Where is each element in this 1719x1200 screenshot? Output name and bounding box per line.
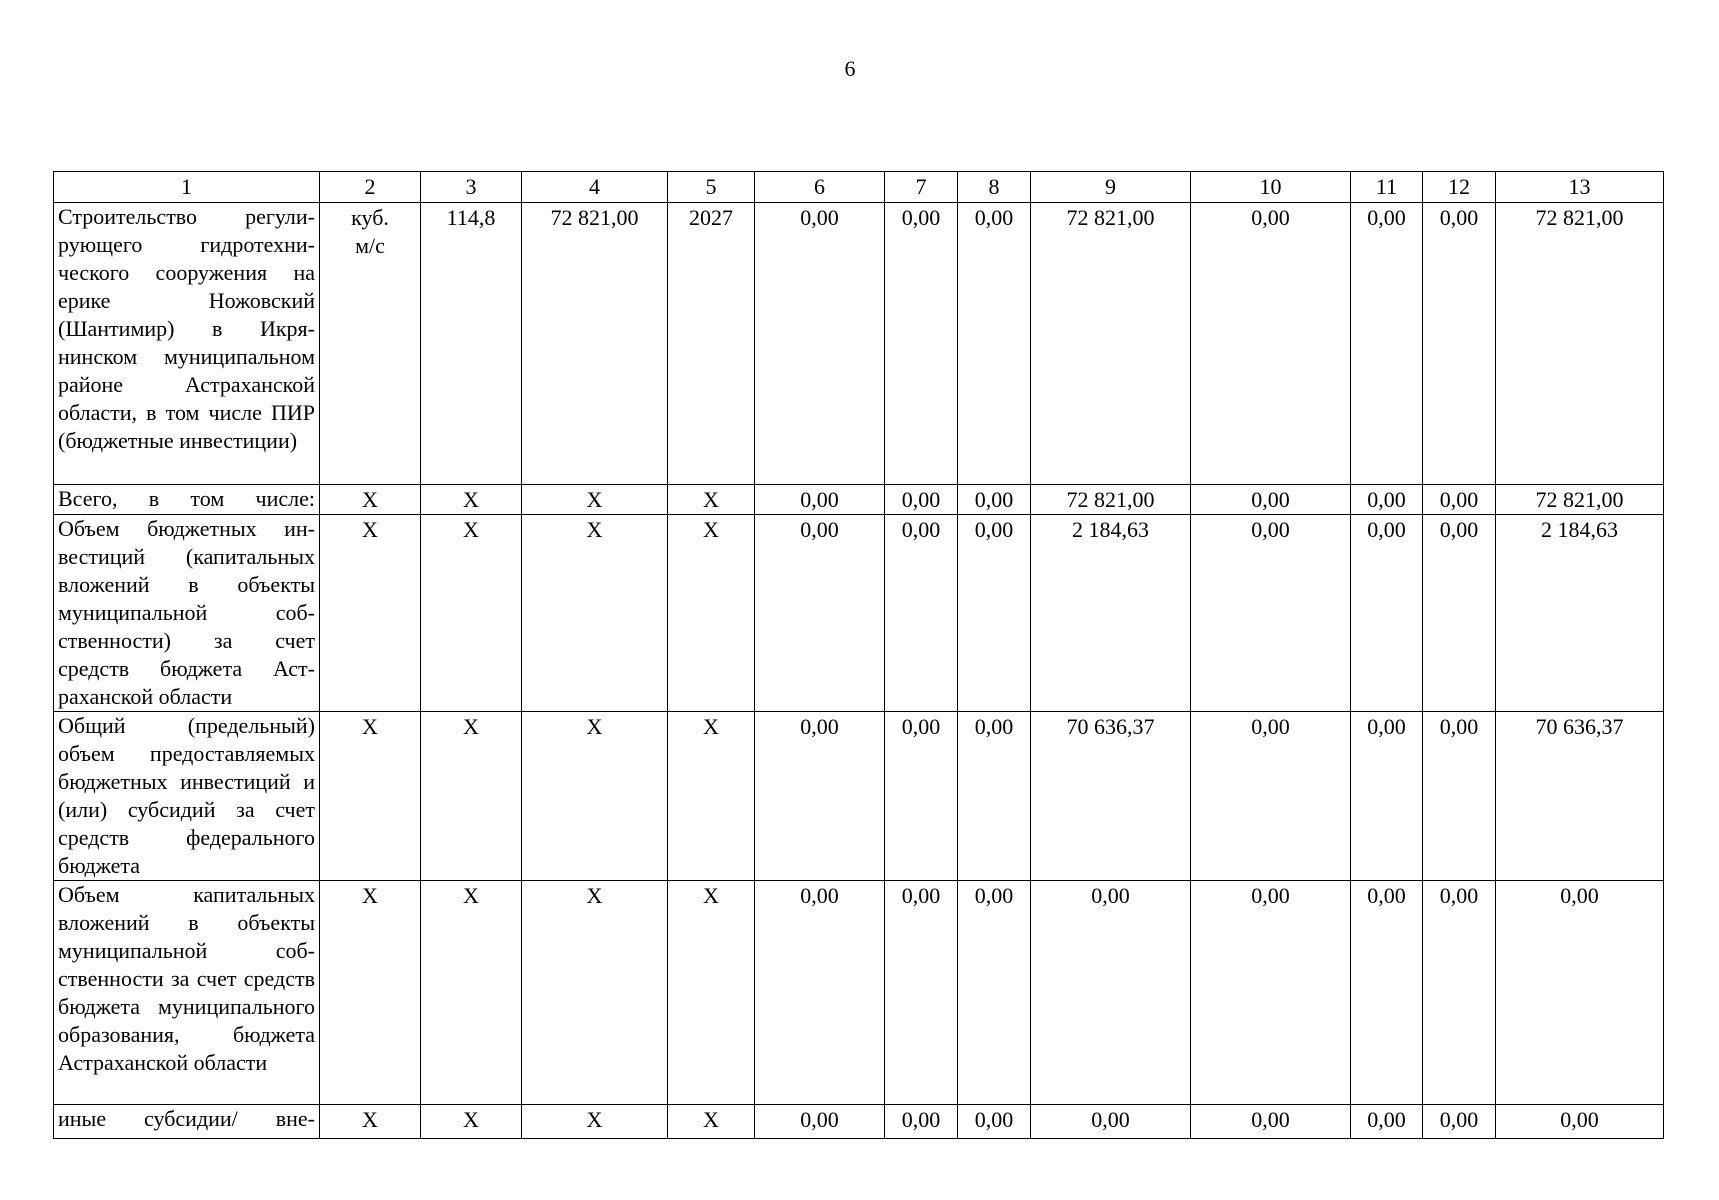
column-header: 8	[958, 172, 1031, 203]
table-cell: X	[522, 515, 668, 712]
table-cell: 0,00	[1423, 515, 1496, 712]
table-cell: 0,00	[755, 712, 885, 881]
column-header: 7	[885, 172, 958, 203]
row-label: Объем бюджетных инвестиций (капитальных вложений в объекты муниципальной собственности) за счет средств бюджета Астраханской области	[54, 515, 320, 712]
column-header: 3	[421, 172, 522, 203]
table-cell: 0,00	[885, 881, 958, 1105]
table-cell: 0,00	[1351, 515, 1423, 712]
table-cell: 0,00	[958, 881, 1031, 1105]
table-cell: X	[421, 485, 522, 515]
table-cell: 0,00	[1191, 203, 1351, 485]
row-label: Объем капитальных вложений в объекты муниципальной собственности за счет средств бюджета муниципального образования, бюджета Астраханской области	[54, 881, 320, 1105]
table-cell: 114,8	[421, 203, 522, 485]
table-cell: X	[522, 712, 668, 881]
column-header: 1	[54, 172, 320, 203]
table-cell: X	[522, 485, 668, 515]
table-cell: 0,00	[1191, 1105, 1351, 1139]
column-header: 10	[1191, 172, 1351, 203]
table-cell: 0,00	[755, 881, 885, 1105]
table-cell: 0,00	[1496, 1105, 1664, 1139]
table-cell: 72 821,00	[1031, 203, 1191, 485]
budget-table	[53, 171, 1664, 1139]
table-cell: 0,00	[1423, 712, 1496, 881]
table-cell: 0,00	[1031, 1105, 1191, 1139]
table-cell: 0,00	[1496, 881, 1664, 1105]
table-cell: 0,00	[1351, 1105, 1423, 1139]
table-cell: X	[522, 881, 668, 1105]
table-cell: 0,00	[1423, 881, 1496, 1105]
table-cell: 72 821,00	[522, 203, 668, 485]
table-cell: X	[668, 485, 755, 515]
table-cell: 0,00	[885, 1105, 958, 1139]
table-row	[54, 712, 1664, 881]
table-cell: 0,00	[755, 203, 885, 485]
table-cell: 0,00	[1191, 515, 1351, 712]
table-row	[54, 881, 1664, 1105]
table-cell: 2 184,63	[1031, 515, 1191, 712]
table-cell: 0,00	[755, 515, 885, 712]
table-cell: 2 184,63	[1496, 515, 1664, 712]
table-header-row	[54, 172, 1664, 203]
table-cell: 72 821,00	[1496, 203, 1664, 485]
table-cell: 0,00	[1423, 1105, 1496, 1139]
table-cell: 70 636,37	[1496, 712, 1664, 881]
table-cell: 0,00	[1191, 881, 1351, 1105]
column-header: 6	[755, 172, 885, 203]
table-cell: 0,00	[1031, 881, 1191, 1105]
table-cell: X	[668, 881, 755, 1105]
table-cell: X	[421, 1105, 522, 1139]
table-cell: 72 821,00	[1031, 485, 1191, 515]
column-header: 13	[1496, 172, 1664, 203]
table-cell: 72 821,00	[1496, 485, 1664, 515]
column-header: 9	[1031, 172, 1191, 203]
table-cell: 0,00	[958, 1105, 1031, 1139]
table-row	[54, 1105, 1664, 1139]
table-cell: 0,00	[958, 515, 1031, 712]
column-header: 2	[320, 172, 421, 203]
table-cell: 0,00	[1191, 712, 1351, 881]
table-cell: куб. м/с	[320, 203, 421, 485]
row-label: Общий (предельный) объем предоставляемых бюджетных инвестиций и (или) субсидий за счет средств федерального бюджета	[54, 712, 320, 881]
table-cell: X	[522, 1105, 668, 1139]
table-cell: 0,00	[1351, 485, 1423, 515]
table-cell: 0,00	[958, 485, 1031, 515]
table-cell: X	[320, 881, 421, 1105]
table-cell: 0,00	[755, 485, 885, 515]
table-row	[54, 485, 1664, 515]
table-cell: X	[320, 712, 421, 881]
table-cell: X	[421, 881, 522, 1105]
table-cell: 0,00	[885, 712, 958, 881]
table-cell: 0,00	[755, 1105, 885, 1139]
column-header: 11	[1351, 172, 1423, 203]
column-header: 12	[1423, 172, 1496, 203]
table-cell: 0,00	[1423, 203, 1496, 485]
table-cell: 2027	[668, 203, 755, 485]
row-label: Строительство регулирующего гидротехнического сооружения на ерике Ножовский (Шантимир) в Икрянинском муниципальном районе Астраханской области, в том числе ПИР (бюджетные инвестиции)	[54, 203, 320, 485]
table-cell: X	[320, 1105, 421, 1139]
row-label: Всего, в том числе:	[54, 485, 320, 515]
table-cell: 0,00	[1351, 203, 1423, 485]
table-cell: 0,00	[1351, 881, 1423, 1105]
table-cell: 0,00	[958, 712, 1031, 881]
table-cell: X	[668, 1105, 755, 1139]
table-cell: X	[668, 515, 755, 712]
table-cell: 0,00	[1191, 485, 1351, 515]
table-cell: X	[320, 515, 421, 712]
table-cell: 0,00	[885, 203, 958, 485]
table-cell: 0,00	[1423, 485, 1496, 515]
table-cell: 70 636,37	[1031, 712, 1191, 881]
column-header: 4	[522, 172, 668, 203]
table-row	[54, 203, 1664, 485]
table-cell: X	[421, 515, 522, 712]
table-cell: X	[421, 712, 522, 881]
table-cell: 0,00	[885, 515, 958, 712]
table-row	[54, 515, 1664, 712]
table-cell: X	[668, 712, 755, 881]
table-cell: 0,00	[958, 203, 1031, 485]
column-header: 5	[668, 172, 755, 203]
table-cell: 0,00	[885, 485, 958, 515]
page-number: 6	[844, 56, 856, 81]
table-cell: X	[320, 485, 421, 515]
row-label: иные субсидии/ вне-	[54, 1105, 320, 1139]
table-cell: 0,00	[1351, 712, 1423, 881]
